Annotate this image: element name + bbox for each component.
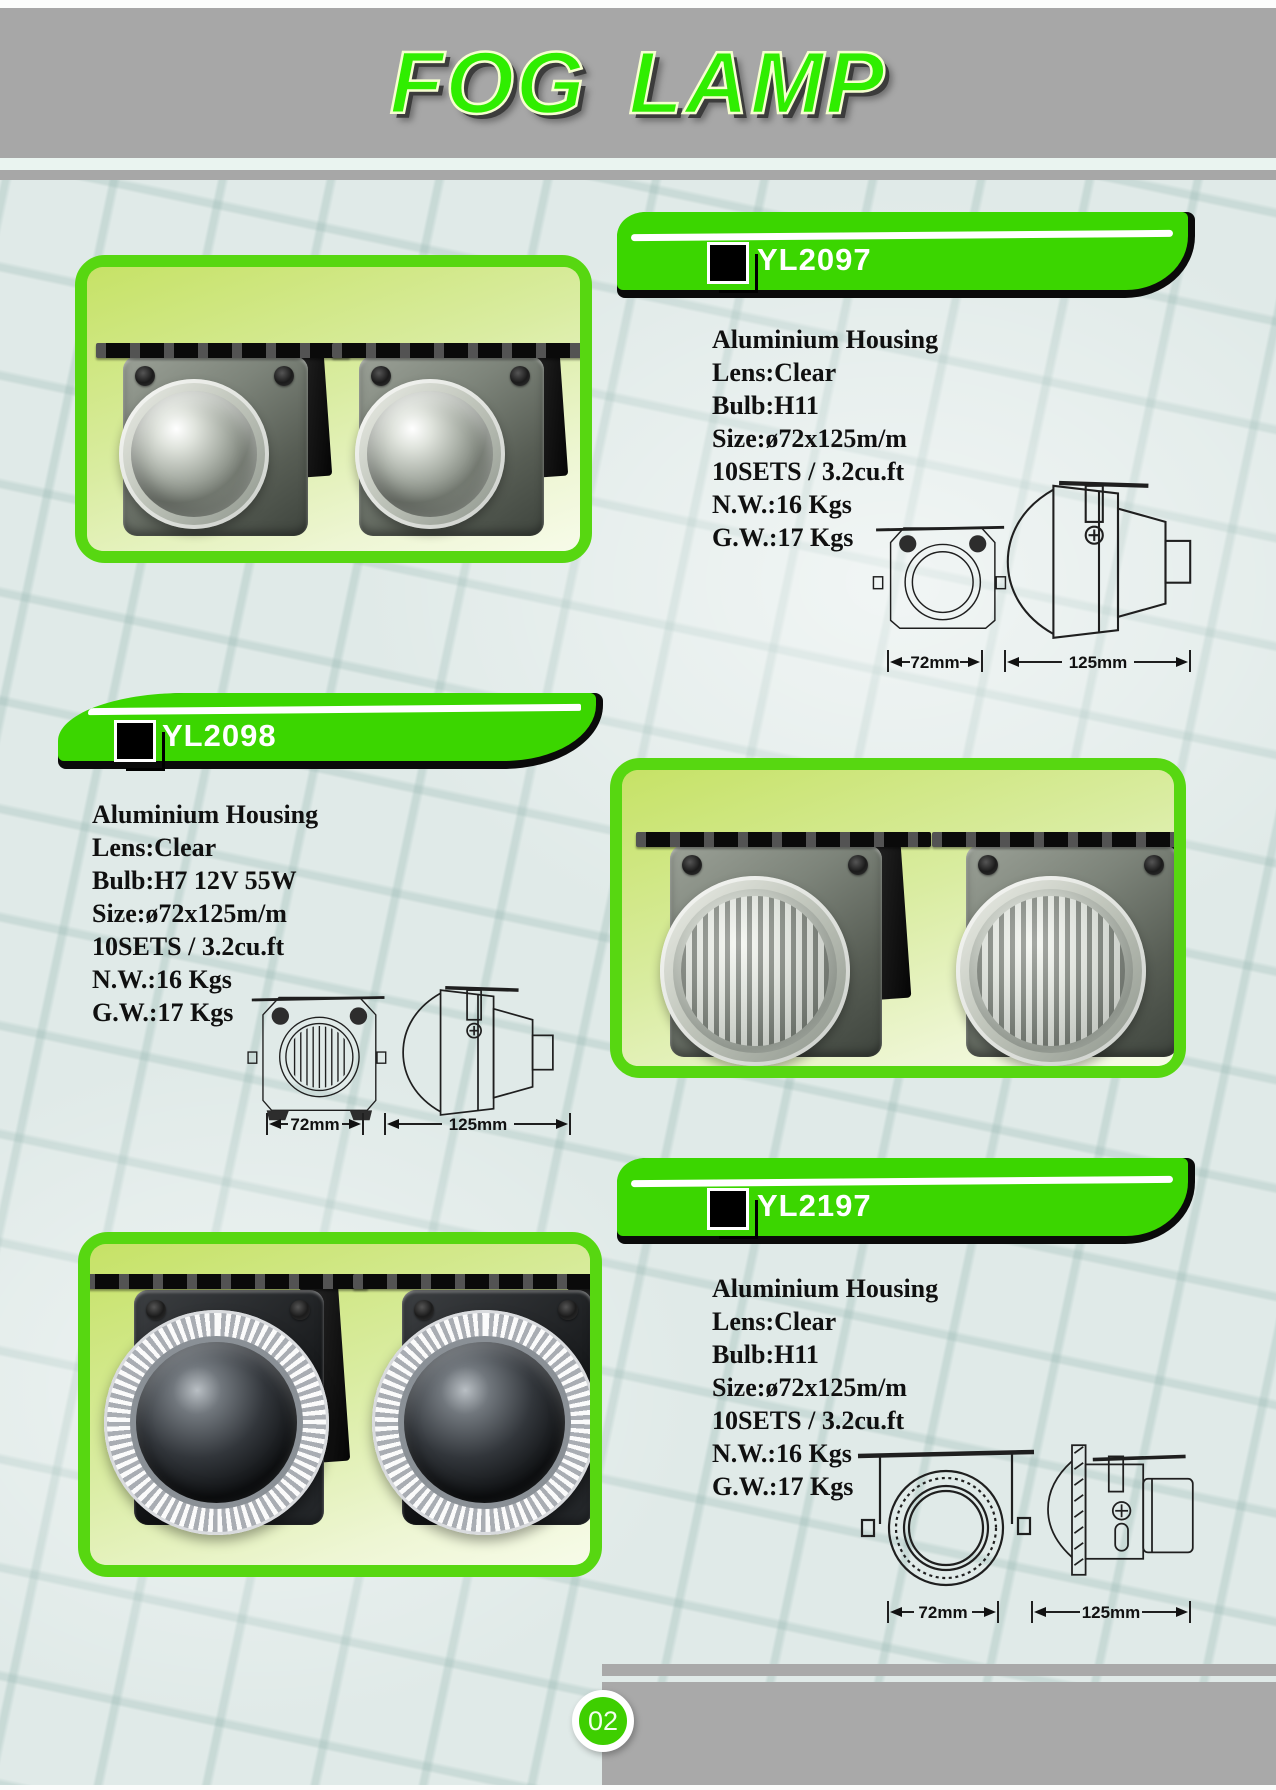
spec-line: Lens:Clear — [712, 358, 837, 387]
page-title: FOG LAMP — [389, 33, 887, 132]
mount-bracket — [636, 832, 931, 847]
footer-gray-bar — [602, 1664, 1276, 1676]
banner-fill — [617, 1158, 1188, 1236]
projector-lens — [130, 1336, 303, 1509]
svg-text:72mm: 72mm — [290, 1115, 340, 1134]
model-banner-yl2197 — [617, 1158, 1195, 1244]
spec-line: 10SETS / 3.2cu.ft — [712, 457, 905, 486]
spec-line: Lens:Clear — [92, 833, 217, 862]
front-view — [248, 997, 386, 1120]
svg-text:125mm: 125mm — [448, 1115, 508, 1134]
lens-ring — [660, 876, 850, 1066]
product-photo-yl2097 — [75, 255, 592, 563]
mount-bracket — [332, 343, 580, 358]
spec-line: N.W.:16 Kgs — [712, 1439, 852, 1468]
product-photo-yl2098 — [610, 758, 1186, 1078]
header-band — [0, 8, 1276, 158]
spec-line: Bulb:H11 — [712, 1340, 819, 1369]
fog-lamp-right — [372, 1270, 590, 1560]
spec-line: N.W.:16 Kgs — [92, 965, 232, 994]
dimension-lines — [267, 1113, 570, 1135]
clear-lens — [367, 391, 493, 517]
photo-background — [87, 267, 580, 551]
mount-bracket — [932, 832, 1174, 847]
fog-lamp-left — [656, 832, 906, 1066]
model-number: YL2098 — [162, 718, 277, 753]
spec-line: Aluminium Housing — [712, 1274, 939, 1303]
spec-line: Lens:Clear — [712, 1307, 837, 1336]
clear-lens — [131, 391, 257, 517]
footer-gray-block — [602, 1682, 1276, 1785]
spec-line: Aluminium Housing — [712, 325, 939, 354]
tech-drawing-yl2197 — [852, 1428, 1252, 1628]
svg-text:72mm: 72mm — [918, 1603, 968, 1622]
front-view — [858, 1452, 1034, 1585]
square-bullet-icon — [707, 1188, 749, 1230]
svg-text:125mm: 125mm — [1081, 1603, 1141, 1622]
page-number-badge: 02 — [572, 1690, 634, 1752]
side-view — [403, 988, 553, 1115]
mount-bracket — [353, 1274, 590, 1289]
spec-line: Size:ø72x125m/m — [92, 899, 287, 928]
svg-text:72mm: 72mm — [910, 653, 960, 672]
dimension-lines — [888, 1601, 1190, 1623]
model-banner-yl2098 — [58, 693, 603, 769]
spec-line: Size:ø72x125m/m — [712, 1373, 907, 1402]
spec-line: 10SETS / 3.2cu.ft — [92, 932, 285, 961]
spec-line: Aluminium Housing — [92, 800, 319, 829]
fog-lamp-right — [349, 343, 564, 539]
lens-ring — [956, 876, 1146, 1066]
lens-ring — [119, 379, 269, 529]
tech-drawing-yl2098 — [222, 985, 642, 1155]
square-bullet-icon — [707, 242, 749, 284]
fog-lamp-left — [104, 1270, 344, 1560]
spec-line: Bulb:H7 12V 55W — [92, 866, 297, 895]
side-view — [1048, 1445, 1193, 1575]
ribbed-lens — [673, 889, 837, 1053]
fog-lamp-right — [952, 832, 1174, 1066]
fog-lamp-left — [113, 343, 328, 539]
svg-text:125mm: 125mm — [1068, 653, 1128, 672]
spec-line: Bulb:H11 — [712, 391, 819, 420]
mount-bracket — [96, 343, 350, 358]
spec-line: G.W.:17 Kgs — [712, 1472, 854, 1501]
projector-lens — [398, 1336, 571, 1509]
model-number: YL2097 — [757, 242, 872, 277]
header-gray-strip — [0, 170, 1276, 180]
photo-background — [90, 1244, 590, 1565]
spec-line: G.W.:17 Kgs — [712, 523, 854, 552]
side-view — [1008, 483, 1190, 638]
bottom-white-strip — [0, 1785, 1276, 1790]
spec-line: Size:ø72x125m/m — [712, 424, 907, 453]
dimension-lines — [888, 650, 1190, 672]
header-light-strip — [0, 158, 1276, 170]
ribbed-halo-ring — [372, 1310, 590, 1535]
top-white-strip — [0, 0, 1276, 8]
model-number: YL2197 — [757, 1188, 872, 1223]
tech-drawing-yl2097 — [768, 452, 1208, 682]
mount-bracket — [90, 1274, 368, 1289]
ribbed-lens — [969, 889, 1133, 1053]
square-bullet-icon — [114, 720, 156, 762]
model-banner-yl2097 — [617, 212, 1195, 298]
spec-line: G.W.:17 Kgs — [92, 998, 234, 1027]
photo-background — [622, 770, 1174, 1066]
ribbed-halo-ring — [104, 1310, 329, 1535]
product-photo-yl2197 — [78, 1232, 602, 1577]
spec-line: 10SETS / 3.2cu.ft — [712, 1406, 905, 1435]
front-view — [873, 527, 1005, 628]
lens-ring — [355, 379, 505, 529]
banner-fill — [617, 212, 1188, 290]
spec-line: N.W.:16 Kgs — [712, 490, 852, 519]
